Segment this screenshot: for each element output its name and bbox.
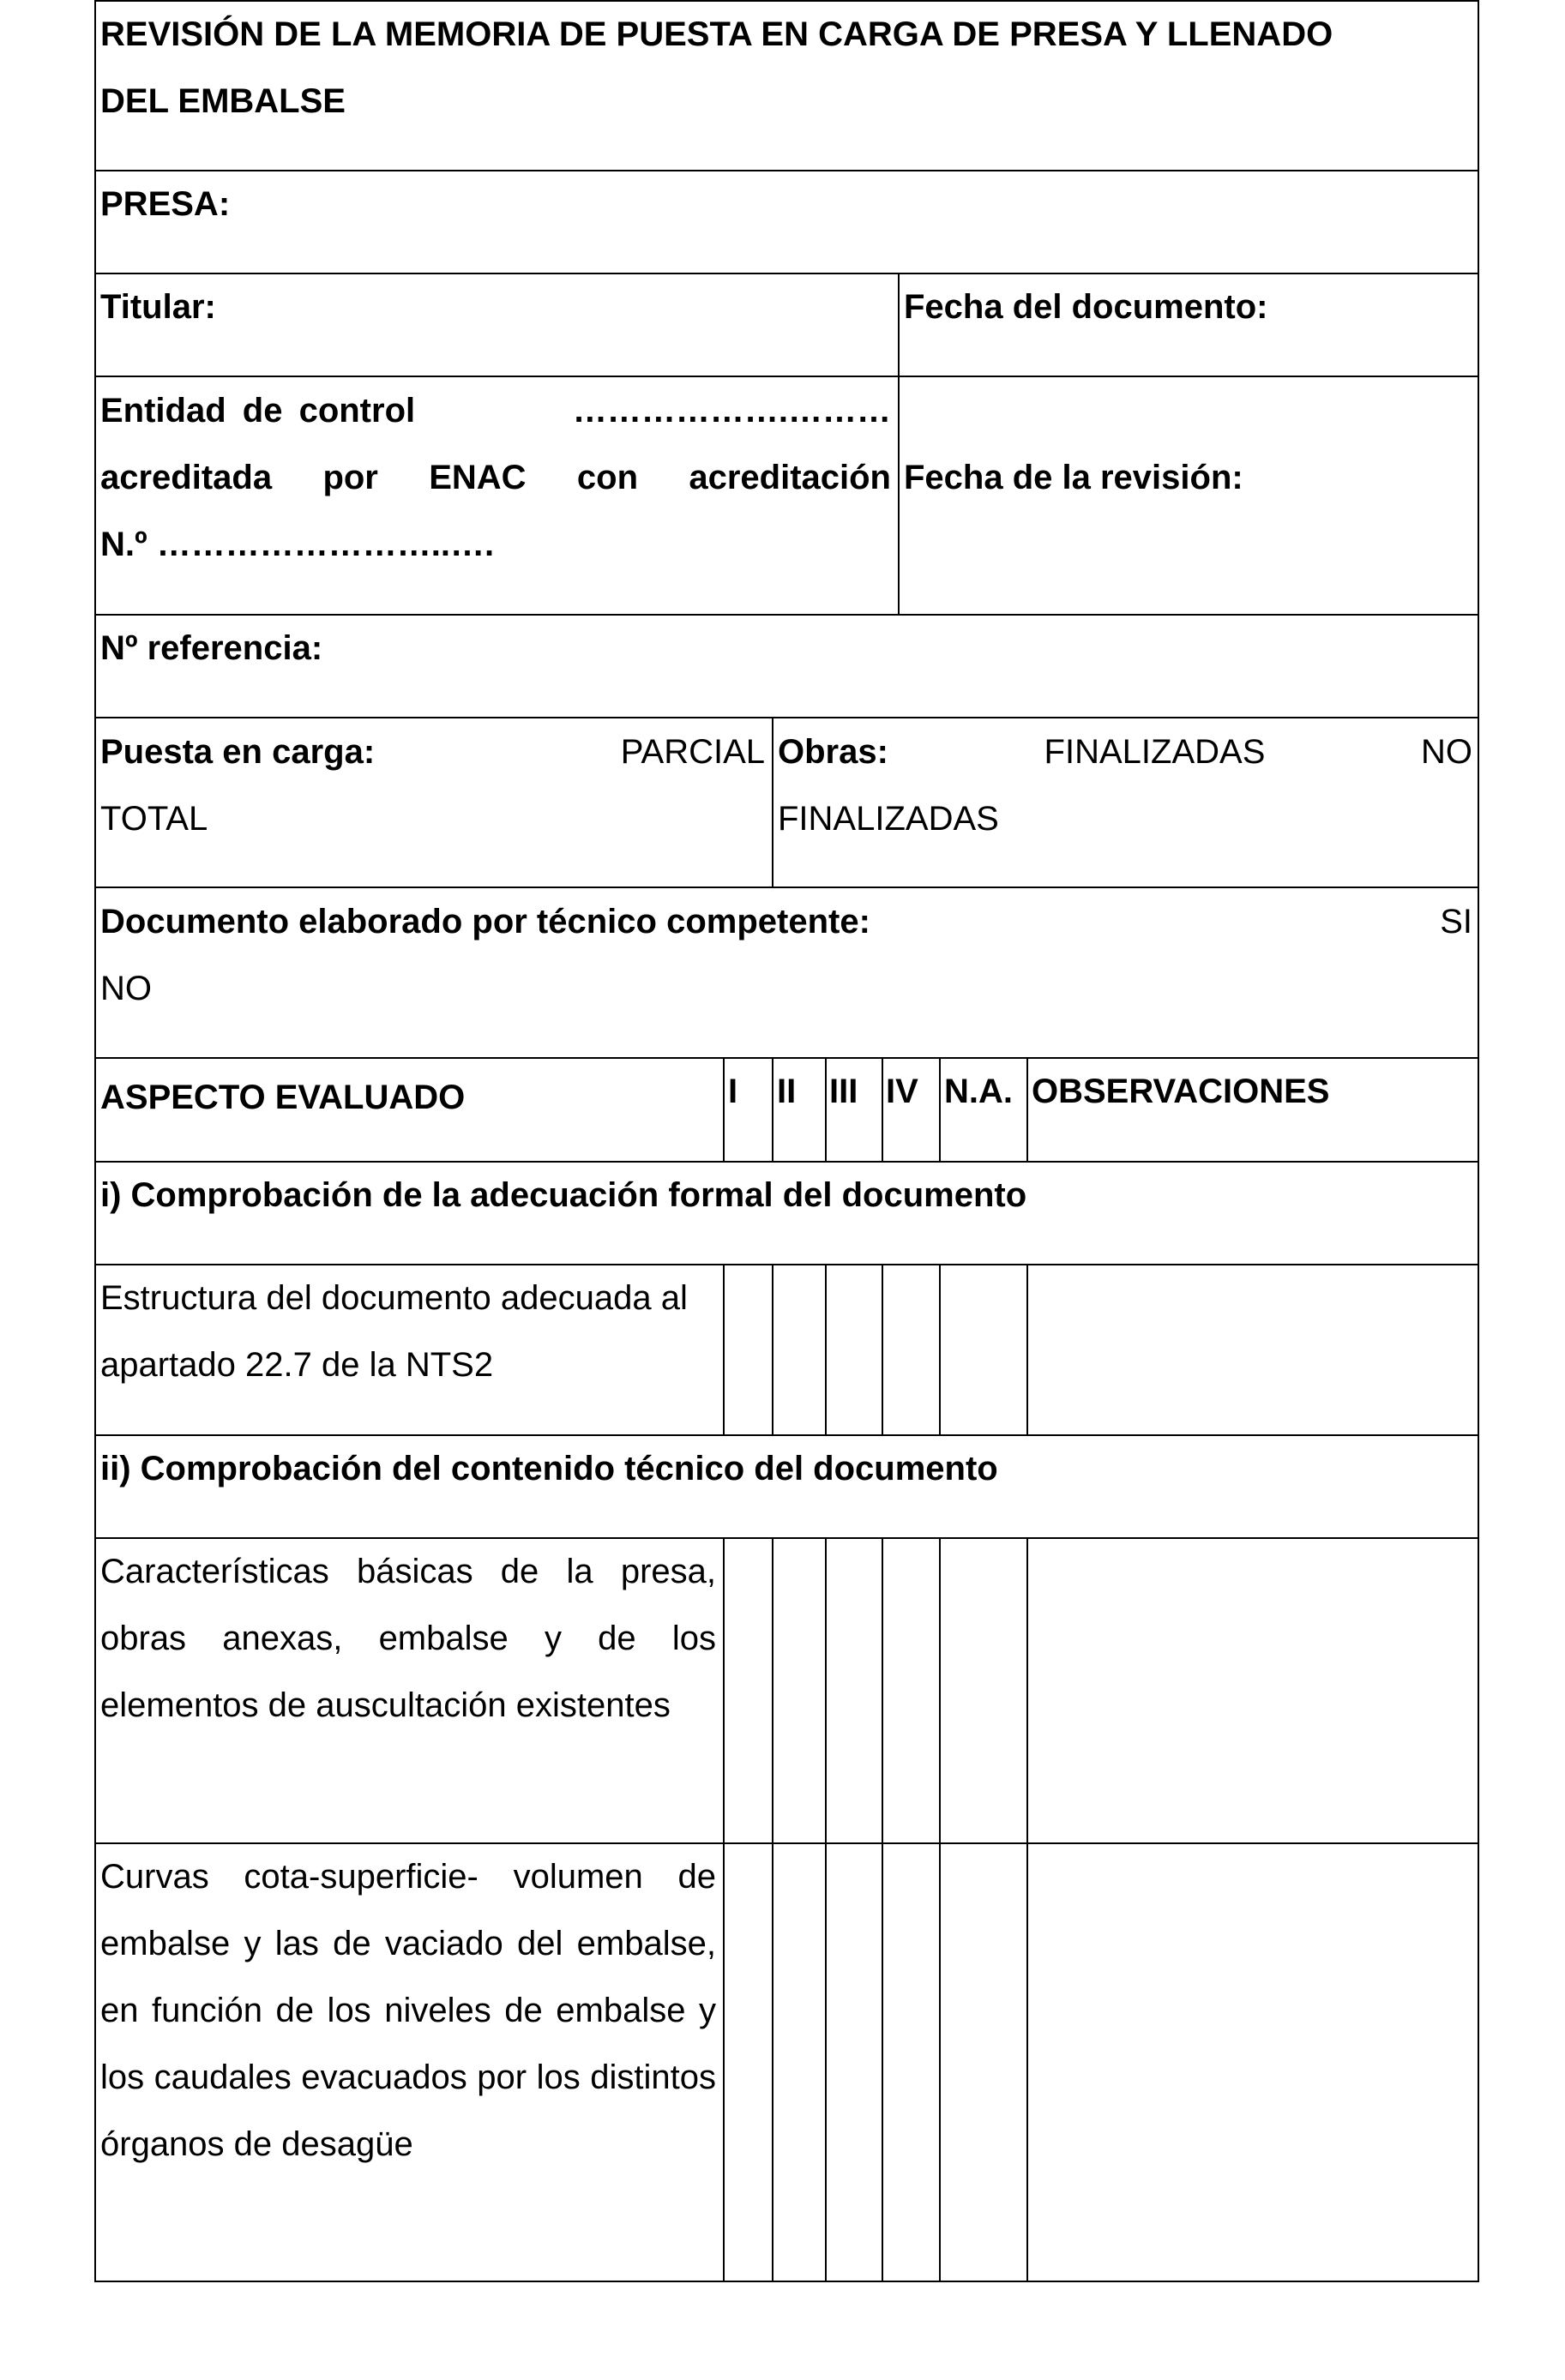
puesta-en-carga-block [100,718,765,852]
obras-line-1 [778,718,1472,785]
obras-block [778,718,1472,852]
header-col-i: I [728,1073,738,1110]
option-no-finalizadas: FINALIZADAS [778,800,999,838]
col-divider [772,717,773,886]
col-divider [772,1057,773,1161]
option-no-prefix: NO [1421,733,1472,771]
document-title: REVISIÓN DE LA MEMORIA DE PUESTA EN CARGA DE PRESA Y LLENADO DEL EMBALSE [100,15,1333,120]
entidad-line-2: acreditada por ENAC con acreditación [100,459,891,496]
entidad-line-3 [100,511,891,578]
tecnico-label: Documento elaborado por técnico competente: [100,903,870,941]
col-divider [1026,1264,1028,1434]
col-divider [723,1537,725,2282]
entidad-label: Entidad de control [100,392,416,430]
obras-label: Obras: [778,733,888,771]
header-col-ii: II [777,1073,797,1110]
col-divider [1026,1057,1028,1161]
option-finalizadas: FINALIZADAS [1044,733,1266,771]
col-divider [825,1264,827,1434]
header-observaciones: OBSERVACIONES [1032,1073,1330,1110]
tecnico-block [100,888,1472,1022]
aspect-row-text: Estructura del documento adecuada al apartado 22.7 de la NTS2 [100,1279,688,1384]
fecha-revision-label: Fecha de la revisión: [904,459,1243,496]
col-divider [1026,1537,1028,2282]
tecnico-line-1 [100,888,1472,955]
aspect-row-text: Características básicas de la presa, obras anexas, embalse y de los elementos de auscultación existentes [100,1553,716,1724]
entidad-line-1 [100,377,891,444]
col-divider [898,273,900,614]
row-divider [94,170,1479,171]
header-col-iv: IV [886,1073,918,1110]
row-divider [94,273,1479,274]
option-total: TOTAL [100,800,208,838]
option-parcial: PARCIAL [620,733,765,771]
option-si: SI [1440,903,1472,941]
referencia-label: Nº referencia: [100,629,323,667]
option-no: NO [100,970,152,1007]
titular-label: Titular: [100,288,216,326]
col-divider [882,1057,883,1161]
header-aspecto-evaluado: ASPECTO EVALUADO [100,1079,466,1116]
puesta-en-carga-label: Puesta en carga: [100,733,376,771]
col-divider [882,1537,883,2282]
section-heading: ii) Comprobación del contenido técnico del documento [100,1450,998,1488]
col-divider [825,1537,827,2282]
puesta-line-1 [100,718,765,785]
col-divider [939,1264,941,1434]
col-divider [723,1057,725,1161]
col-divider [723,1264,725,1434]
section-heading: i) Comprobación de la adecuación formal del documento [100,1176,1027,1214]
col-divider [772,1264,773,1434]
presa-label: PRESA: [100,185,231,223]
entidad-dots: ……………….……… [572,392,891,430]
entidad-control-block [100,377,891,578]
col-divider [939,1537,941,2282]
col-divider [825,1057,827,1161]
acreditacion-number-label: N.º [100,526,147,563]
col-divider [772,1537,773,2282]
acreditacion-number-dots: ……………………..…. [156,526,495,563]
col-divider [939,1057,941,1161]
header-col-iii: III [829,1073,858,1110]
col-divider [882,1264,883,1434]
fecha-documento-label: Fecha del documento: [904,288,1268,326]
header-col-na: N.A. [944,1073,1013,1110]
aspect-row-text: Curvas cota-superficie- volumen de embalse y las de vaciado del embalse, en función de los niveles de embalse y los caudales evacuados por los distintos órganos de desagüe [100,1858,716,2163]
